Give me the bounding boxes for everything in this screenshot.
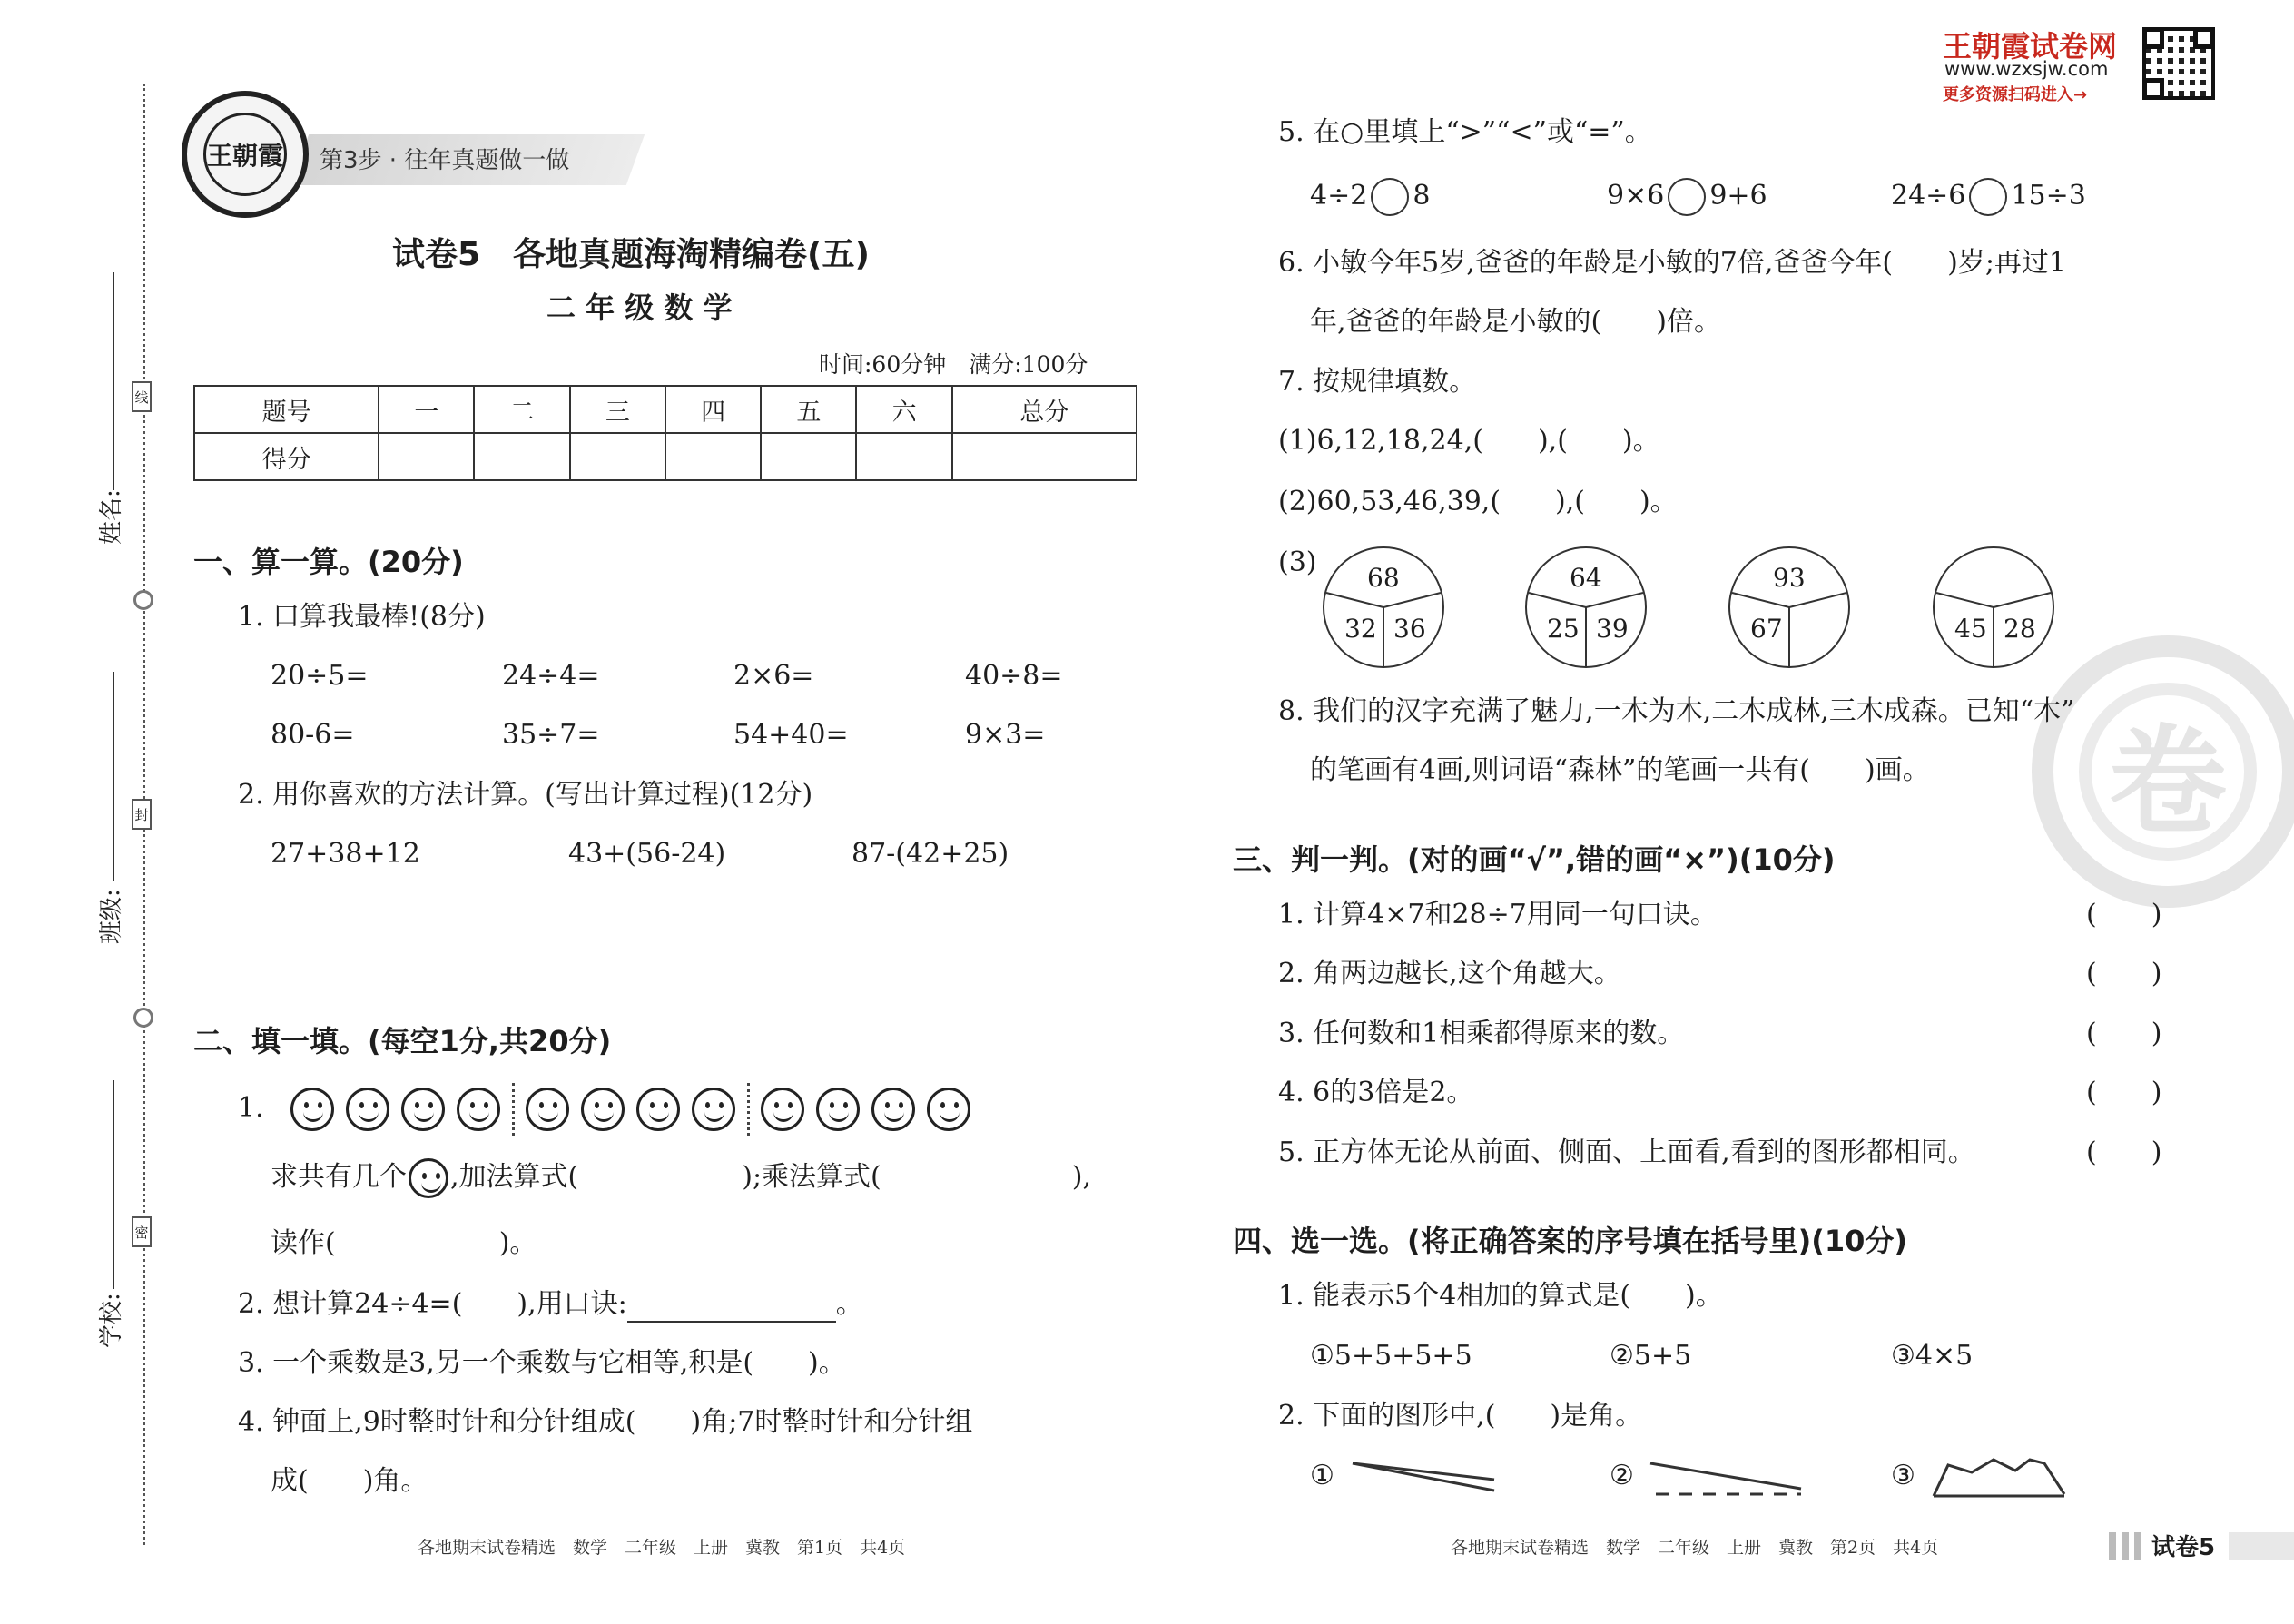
calc-item: 27+38+12 bbox=[271, 838, 420, 870]
score-input-cell[interactable] bbox=[474, 433, 569, 480]
smiley-icon bbox=[581, 1088, 625, 1131]
circle-top-number: 68 bbox=[1367, 563, 1400, 593]
oral-calc: 80-6= bbox=[271, 719, 355, 751]
name-label: 姓名: bbox=[98, 489, 125, 545]
angle-figure-2 bbox=[1647, 1458, 1810, 1503]
s2-q2-text: 2. 想计算24÷4=( ),用口诀: bbox=[238, 1288, 627, 1320]
table-cell: 总分 bbox=[952, 386, 1137, 433]
s2-q2 bbox=[238, 1286, 863, 1323]
binding-ring-2 bbox=[133, 1008, 153, 1028]
compare-circle[interactable] bbox=[1371, 178, 1409, 216]
score-input-cell[interactable] bbox=[761, 433, 856, 480]
judge-bracket[interactable]: ( ) bbox=[2086, 1137, 2162, 1168]
s2-q5-title: 5. 在○里填上“>”“<”或“=”。 bbox=[1278, 116, 1652, 148]
oral-calc: 20÷5= bbox=[271, 660, 369, 692]
table-cell: 三 bbox=[570, 386, 665, 433]
score-table bbox=[193, 385, 1137, 481]
paper-title: 试卷5 各地真题海淘精编卷(五) bbox=[392, 236, 870, 273]
compare-left: 9×6 bbox=[1607, 180, 1665, 212]
paper-subtitle: 二 年 级 数 学 bbox=[546, 290, 733, 325]
footer-bar bbox=[2229, 1532, 2294, 1560]
calc-item: 43+(56-24) bbox=[568, 838, 726, 870]
compare-right: 15÷3 bbox=[2011, 180, 2086, 212]
judge-item: 4. 6的3倍是2。 bbox=[1278, 1077, 1474, 1108]
logo-text: 王朝霞 bbox=[203, 113, 287, 196]
s2-q7-1: (1)6,12,18,24,( ),( )。 bbox=[1278, 425, 1660, 457]
section3-title: 三、判一判。(对的画“√”,错的画“×”)(10分) bbox=[1233, 842, 1836, 877]
smiley-icon bbox=[526, 1088, 569, 1131]
smiley-icon bbox=[636, 1088, 680, 1131]
oral-calc: 2×6= bbox=[733, 660, 814, 692]
qr-corner bbox=[2142, 78, 2164, 100]
choice-option[interactable]: ① bbox=[1310, 1460, 1334, 1491]
table-cell: 二 bbox=[474, 386, 569, 433]
pattern-circle bbox=[1728, 546, 1850, 668]
compare-left: 24÷6 bbox=[1891, 180, 1966, 212]
answer-underline[interactable] bbox=[627, 1295, 836, 1323]
choice-option[interactable]: ② bbox=[1610, 1460, 1634, 1491]
name-line bbox=[113, 272, 114, 490]
s2-q1 bbox=[238, 1083, 982, 1136]
judge-bracket[interactable]: ( ) bbox=[2086, 1077, 2162, 1108]
brand-name: 王朝霞试卷网 bbox=[1943, 29, 2118, 64]
oral-calc: 35÷7= bbox=[502, 719, 600, 751]
choice-option[interactable]: ①5+5+5+5 bbox=[1310, 1340, 1472, 1372]
s2-q6-line2: 年,爸爸的年龄是小敏的( )倍。 bbox=[1310, 306, 1721, 338]
smiley-icon bbox=[761, 1088, 804, 1131]
binding-ring-1 bbox=[133, 590, 153, 610]
footer-badge: 试卷5 bbox=[2151, 1534, 2216, 1561]
section4-title: 四、选一选。(将正确答案的序号填在括号里)(10分) bbox=[1233, 1224, 1908, 1258]
smiley-icon bbox=[816, 1088, 860, 1131]
calc-item: 87-(42+25) bbox=[852, 838, 1009, 870]
brand-tagline: 更多资源扫码进入→ bbox=[1943, 85, 2088, 104]
judge-bracket[interactable]: ( ) bbox=[2086, 899, 2162, 930]
table-cell: 一 bbox=[379, 386, 474, 433]
s2-q1-line2 bbox=[271, 1158, 1091, 1198]
compare-item bbox=[1310, 178, 1430, 216]
s2-q8-line1: 8. 我们的汉字充满了魅力,一木为木,二木成林,三木成森。已知“木” bbox=[1278, 695, 2075, 727]
qr-corner bbox=[2193, 27, 2215, 49]
circle-top-number: 64 bbox=[1570, 563, 1602, 593]
s2-q8-line2: 的笔画有4画,则词语“森林”的笔画一共有( )画。 bbox=[1310, 754, 1930, 786]
smiley-icon bbox=[409, 1158, 448, 1198]
seal-mark-1: 线 bbox=[132, 381, 152, 412]
class-line bbox=[113, 672, 114, 881]
pattern-circle bbox=[1323, 546, 1444, 668]
s2-q1-num: 1. bbox=[238, 1092, 264, 1124]
smiley-icon bbox=[927, 1088, 970, 1131]
compare-item bbox=[1891, 178, 2086, 216]
circle-left-number: 67 bbox=[1750, 614, 1783, 644]
section2-title: 二、填一填。(每空1分,共20分) bbox=[193, 1024, 612, 1058]
compare-item bbox=[1607, 178, 1767, 216]
step-banner-text: 第3步 · 往年真题做一做 bbox=[320, 147, 570, 174]
circle-right-number: 39 bbox=[1596, 614, 1629, 644]
watermark-seal-inner: 卷 bbox=[2079, 683, 2257, 861]
brand-logo bbox=[182, 91, 309, 218]
brand-url: www.wzxsjw.com bbox=[1944, 58, 2109, 80]
circle-right-number: 36 bbox=[1393, 614, 1426, 644]
smiley-icon bbox=[871, 1088, 915, 1131]
class-label: 班级: bbox=[98, 889, 125, 944]
pattern-circle bbox=[1525, 546, 1647, 668]
judge-item: 2. 角两边越长,这个角越大。 bbox=[1278, 958, 1621, 989]
s2-q1-text-a: 求共有几个 bbox=[271, 1161, 407, 1193]
compare-right: 8 bbox=[1413, 180, 1431, 212]
school-line bbox=[113, 1080, 114, 1289]
s2-q4-line2: 成( )角。 bbox=[271, 1465, 428, 1497]
s2-q7-3-label: (3) bbox=[1278, 546, 1317, 578]
judge-bracket[interactable]: ( ) bbox=[2086, 958, 2162, 989]
circle-left-number: 25 bbox=[1547, 614, 1580, 644]
qr-corner bbox=[2142, 27, 2164, 49]
smiley-icon bbox=[692, 1088, 735, 1131]
s2-q7-title: 7. 按规律填数。 bbox=[1278, 366, 1477, 398]
smiley-icon bbox=[346, 1088, 389, 1131]
s2-q1-text-b: ,加法算式( );乘法算式( ), bbox=[450, 1161, 1091, 1193]
section1-title: 一、算一算。(20分) bbox=[193, 545, 464, 579]
s4-q2: 2. 下面的图形中,( )是角。 bbox=[1278, 1400, 1643, 1432]
smiley-icon bbox=[290, 1088, 334, 1131]
table-cell: 四 bbox=[665, 386, 761, 433]
compare-left: 4÷2 bbox=[1310, 180, 1368, 212]
table-cell: 五 bbox=[761, 386, 856, 433]
judge-bracket[interactable]: ( ) bbox=[2086, 1018, 2162, 1049]
angle-figure-1 bbox=[1349, 1458, 1503, 1503]
footer-left: 各地期末试卷精选 数学 二年级 上册 冀教 第1页 共4页 bbox=[418, 1538, 906, 1558]
seal-mark-2: 封 bbox=[132, 799, 152, 830]
table-cell: 得分 bbox=[194, 433, 379, 480]
group-divider bbox=[747, 1083, 750, 1136]
score-input-cell[interactable] bbox=[570, 433, 665, 480]
group-divider bbox=[512, 1083, 515, 1136]
angle-figure-3 bbox=[1928, 1452, 2073, 1503]
seal-mark-3: 密 bbox=[132, 1216, 152, 1247]
circle-right-number: 28 bbox=[2004, 614, 2036, 644]
compare-right: 9+6 bbox=[1709, 180, 1767, 212]
s2-q6-line1: 6. 小敏今年5岁,爸爸的年龄是小敏的7倍,爸爸今年( )岁;再过1 bbox=[1278, 247, 2067, 279]
s2-q1-line3: 读作( )。 bbox=[271, 1227, 537, 1259]
judge-item: 5. 正方体无论从前面、侧面、上面看,看到的图形都相同。 bbox=[1278, 1137, 1975, 1168]
judge-item: 3. 任何数和1相乘都得原来的数。 bbox=[1278, 1018, 1685, 1049]
oral-calc: 40÷8= bbox=[965, 660, 1063, 692]
score-input-cell[interactable] bbox=[856, 433, 951, 480]
circle-top-number: 93 bbox=[1773, 563, 1806, 593]
footer-right: 各地期末试卷精选 数学 二年级 上册 冀教 第2页 共4页 bbox=[1451, 1538, 1939, 1558]
oral-calc: 9×3= bbox=[965, 719, 1046, 751]
oral-calc: 54+40= bbox=[733, 719, 849, 751]
score-input-cell[interactable] bbox=[952, 433, 1137, 480]
choice-option[interactable]: ②5+5 bbox=[1610, 1340, 1692, 1372]
table-cell: 六 bbox=[856, 386, 951, 433]
score-table-score-row bbox=[194, 433, 1137, 480]
s2-q3: 3. 一个乘数是3,另一个乘数与它相等,积是( )。 bbox=[238, 1347, 846, 1379]
s1-q2-title: 2. 用你喜欢的方法计算。(写出计算过程)(12分) bbox=[238, 779, 813, 811]
footer-pattern bbox=[2109, 1532, 2145, 1560]
smiley-icon bbox=[457, 1088, 500, 1131]
pattern-circle bbox=[1933, 546, 2054, 668]
school-label: 学校: bbox=[98, 1293, 125, 1348]
oral-calc: 24÷4= bbox=[502, 660, 600, 692]
compare-circle[interactable] bbox=[1668, 178, 1706, 216]
circle-left-number: 32 bbox=[1344, 614, 1377, 644]
s2-q4-line1: 4. 钟面上,9时整时针和分针组成( )角;7时整时针和分针组 bbox=[238, 1406, 973, 1438]
s2-q2-end: 。 bbox=[835, 1288, 863, 1320]
circle-left-number: 45 bbox=[1954, 614, 1987, 644]
choice-option[interactable]: ③4×5 bbox=[1891, 1340, 1974, 1372]
score-input-cell[interactable] bbox=[379, 433, 474, 480]
table-cell: 题号 bbox=[194, 386, 379, 433]
choice-option[interactable]: ③ bbox=[1891, 1460, 1915, 1491]
score-table-header-row bbox=[194, 386, 1137, 433]
smiley-icon bbox=[401, 1088, 445, 1131]
s1-q1-title: 1. 口算我最棒!(8分) bbox=[238, 601, 486, 633]
compare-circle[interactable] bbox=[1969, 178, 2007, 216]
s4-q1: 1. 能表示5个4相加的算式是( )。 bbox=[1278, 1280, 1723, 1312]
judge-item: 1. 计算4×7和28÷7用同一句口诀。 bbox=[1278, 899, 1718, 930]
s2-q7-2: (2)60,53,46,39,( ),( )。 bbox=[1278, 486, 1678, 517]
score-input-cell[interactable] bbox=[665, 433, 761, 480]
time-info: 时间:60分钟 满分:100分 bbox=[819, 351, 1088, 378]
